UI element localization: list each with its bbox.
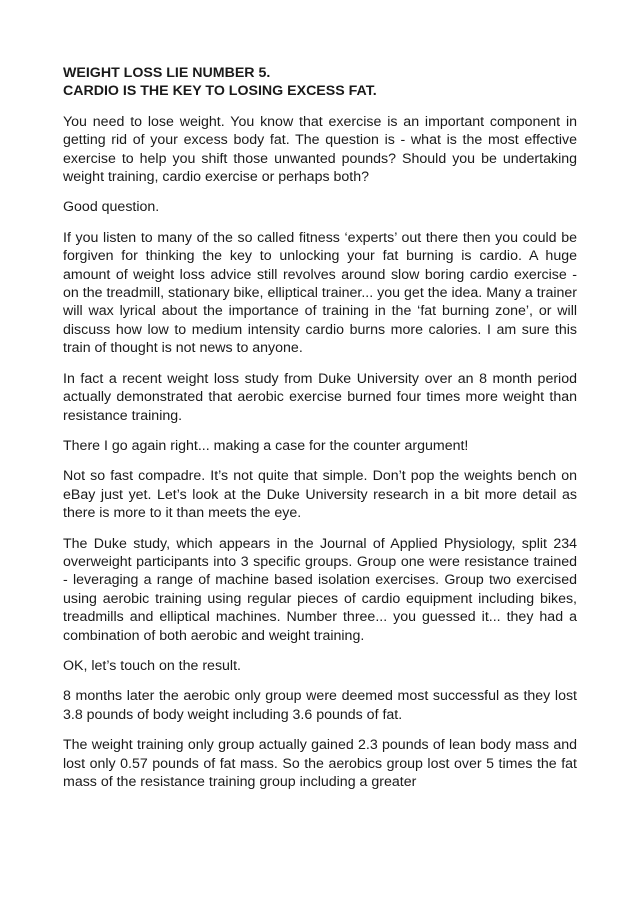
paragraph-counter-argument: There I go again right... making a case for the counter argument! [63, 437, 469, 454]
document-heading [63, 64, 577, 101]
paragraph-intro: You need to lose weight. You know that exercise is an important component in getting rid of your excess body fat. The question is - what is the most effective exercise to help you shift those unwanted pounds? Should you be undertaking weight training, cardio exercise or perhaps both? [63, 113, 577, 186]
paragraph-good-question: Good question. [63, 199, 160, 216]
paragraph-duke-study-intro: In fact a recent weight loss study from Duke University over an 8 month period actually demonstrated that aerobic exercise burned four times more weight than resistance training. [63, 370, 577, 424]
document-page [63, 64, 577, 791]
heading-line-1: WEIGHT LOSS LIE NUMBER 5. [63, 65, 271, 81]
paragraph-study-groups: The Duke study, which appears in the Journal of Applied Physiology, split 234 overweight participants into 3 specific groups. Group one were resistance trained - leveraging a range of machine based isolation exercises. Group two exercised using aerobic training using regular pieces of cardio equipment including bikes, treadmills and elliptical machines. Number three... you guessed it... they had a combination of both aerobic and weight training. [63, 535, 577, 644]
paragraph-not-so-fast: Not so fast compadre. It’s not quite that simple. Don’t pop the weights bench on eBay just yet. Let’s look at the Duke University research in a bit more detail as there is more to it than meets the eye. [63, 468, 577, 522]
paragraph-aerobic-result: 8 months later the aerobic only group were deemed most successful as they lost 3.8 pounds of body weight including 3.6 pounds of fat. [63, 688, 577, 723]
paragraph-fitness-experts: If you listen to many of the so called fitness ‘experts’ out there then you could be forgiven for thinking the key to unlocking your fat burning is cardio. A huge amount of weight loss advice still revolves around slow boring cardio exercise - on the treadmill, stationary bike, elliptical trainer... you get the idea. Many a trainer will wax lyrical about the importance of training in the ‘fat burning zone’, or will discuss how low to medium intensity cardio burns more calories. I am sure this train of thought is not news to anyone. [63, 229, 577, 357]
heading-line-2: CARDIO IS THE KEY TO LOSING EXCESS FAT. [63, 83, 377, 100]
paragraph-weight-training-result: The weight training only group actually gained 2.3 pounds of lean body mass and lost only 0.57 pounds of fat mass. So the aerobics group lost over 5 times the fat mass of the resistance training group including a greater [63, 737, 577, 790]
paragraph-result-intro: OK, let’s touch on the result. [63, 657, 241, 674]
